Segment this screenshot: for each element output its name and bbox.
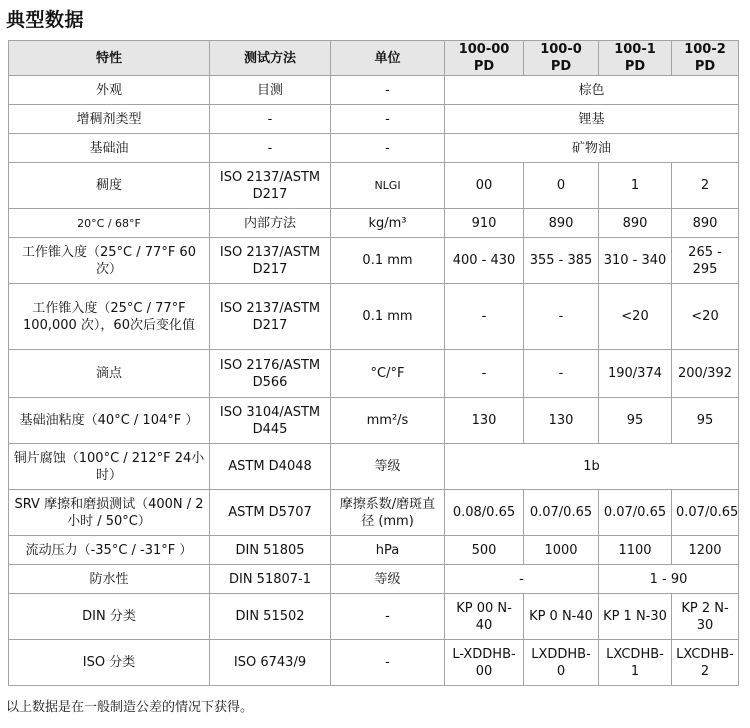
cell-value-100-2: 890 <box>672 209 739 238</box>
cell-value-100-1: 1100 <box>599 536 672 565</box>
cell-value-100-1: KP 1 N-30 <box>599 594 672 640</box>
cell-value-100-1: 890 <box>599 209 672 238</box>
cell-value-100-00: 0.08/0.65 <box>445 490 524 536</box>
cell-value-100-2: 0.07/0.65 <box>672 490 739 536</box>
cell-property: 外观 <box>9 76 210 105</box>
header-grade-100-2: 100-2 PD <box>672 41 739 76</box>
cell-unit: 摩擦系数/磨斑直径 (mm) <box>331 490 445 536</box>
cell-value-100-1: 0.07/0.65 <box>599 490 672 536</box>
cell-value-100-1: <20 <box>599 284 672 350</box>
header-method: 测试方法 <box>210 41 331 76</box>
cell-unit: 等级 <box>331 444 445 490</box>
cell-method: ISO 2137/ASTM D217 <box>210 163 331 209</box>
cell-value-100-0: 0.07/0.65 <box>524 490 599 536</box>
header-property: 特性 <box>9 41 210 76</box>
row-appearance <box>9 76 739 105</box>
cell-value-100-2: 1200 <box>672 536 739 565</box>
cell-method: 目测 <box>210 76 331 105</box>
cell-method: DIN 51805 <box>210 536 331 565</box>
cell-property: 20°C / 68°F <box>9 209 210 238</box>
cell-value-100-00: L-XDDHB-00 <box>445 640 524 686</box>
cell-value-100-0: 355 - 385 <box>524 238 599 284</box>
cell-value-all: 棕色 <box>445 76 739 105</box>
cell-unit: NLGI <box>331 163 445 209</box>
row-dropping-point <box>9 350 739 398</box>
cell-method: ISO 6743/9 <box>210 640 331 686</box>
cell-property: ISO 分类 <box>9 640 210 686</box>
cell-method: ISO 2137/ASTM D217 <box>210 238 331 284</box>
cell-value-all: 1b <box>445 444 739 490</box>
footnote: 以上数据是在一般制造公差的情况下获得。 <box>6 700 254 715</box>
cell-value-100-2: 265 - 295 <box>672 238 739 284</box>
row-din-classification <box>9 594 739 640</box>
cell-value-100-2: 200/392 <box>672 350 739 398</box>
row-flow-pressure <box>9 536 739 565</box>
cell-value-100-00: 00 <box>445 163 524 209</box>
cell-value-100-00: - <box>445 350 524 398</box>
row-water-resistance <box>9 565 739 594</box>
header-row <box>9 41 739 76</box>
cell-property: DIN 分类 <box>9 594 210 640</box>
cell-unit: - <box>331 134 445 163</box>
cell-method: ASTM D4048 <box>210 444 331 490</box>
header-grade-100-0: 100-0 PD <box>524 41 599 76</box>
row-consistency <box>9 163 739 209</box>
cell-value-100-0: - <box>524 284 599 350</box>
cell-value-100-00-100-0: - <box>445 565 599 594</box>
header-grade-100-00: 100-00 PD <box>445 41 524 76</box>
cell-method: - <box>210 134 331 163</box>
cell-unit: kg/m³ <box>331 209 445 238</box>
cell-unit: hPa <box>331 536 445 565</box>
cell-property: 基础油 <box>9 134 210 163</box>
cell-value-100-0: 1000 <box>524 536 599 565</box>
cell-unit: mm²/s <box>331 398 445 444</box>
cell-value-100-1: 95 <box>599 398 672 444</box>
cell-method: ISO 2137/ASTM D217 <box>210 284 331 350</box>
cell-method: DIN 51502 <box>210 594 331 640</box>
header-unit: 单位 <box>331 41 445 76</box>
cell-value-100-2: LXCDHB-2 <box>672 640 739 686</box>
cell-value-100-00: - <box>445 284 524 350</box>
cell-unit: 0.1 mm <box>331 238 445 284</box>
cell-value-100-00: 400 - 430 <box>445 238 524 284</box>
cell-unit: 等级 <box>331 565 445 594</box>
cell-value-100-0: 890 <box>524 209 599 238</box>
cell-unit: - <box>331 594 445 640</box>
cell-value-100-1: 310 - 340 <box>599 238 672 284</box>
typical-data-table <box>8 40 739 686</box>
cell-unit: - <box>331 640 445 686</box>
row-thickener <box>9 105 739 134</box>
cell-value-100-2: KP 2 N-30 <box>672 594 739 640</box>
header-grade-100-1: 100-1 PD <box>599 41 672 76</box>
cell-property: 稠度 <box>9 163 210 209</box>
cell-value-100-0: - <box>524 350 599 398</box>
cell-value-100-2: 95 <box>672 398 739 444</box>
cell-property: SRV 摩擦和磨损测试（400N / 2 小时 / 50°C） <box>9 490 210 536</box>
cell-value-100-1: LXCDHB-1 <box>599 640 672 686</box>
row-base-oil <box>9 134 739 163</box>
cell-value-100-0: 130 <box>524 398 599 444</box>
row-density <box>9 209 739 238</box>
cell-value-100-2: <20 <box>672 284 739 350</box>
cell-property: 铜片腐蚀（100°C / 212°F 24小时） <box>9 444 210 490</box>
row-srv <box>9 490 739 536</box>
cell-value-100-00: 500 <box>445 536 524 565</box>
cell-value-100-1: 190/374 <box>599 350 672 398</box>
cell-property: 防水性 <box>9 565 210 594</box>
cell-value-100-1: 1 <box>599 163 672 209</box>
row-iso-classification <box>9 640 739 686</box>
cell-unit: - <box>331 105 445 134</box>
cell-property: 增稠剂类型 <box>9 105 210 134</box>
cell-unit: - <box>331 76 445 105</box>
cell-method: 内部方法 <box>210 209 331 238</box>
cell-value-100-00: 130 <box>445 398 524 444</box>
cell-property: 流动压力（-35°C / -31°F ） <box>9 536 210 565</box>
cell-unit: °C/°F <box>331 350 445 398</box>
row-penetration-100k <box>9 284 739 350</box>
cell-property: 工作锥入度（25°C / 77°F 100,000 次），60次后变化值 <box>9 284 210 350</box>
cell-method: - <box>210 105 331 134</box>
cell-value-100-00: 910 <box>445 209 524 238</box>
cell-property: 工作锥入度（25°C / 77°F 60次） <box>9 238 210 284</box>
cell-unit: 0.1 mm <box>331 284 445 350</box>
cell-property: 基础油粘度（40°C / 104°F ） <box>9 398 210 444</box>
page-title: 典型数据 <box>6 9 85 31</box>
row-penetration-60 <box>9 238 739 284</box>
row-viscosity <box>9 398 739 444</box>
cell-value-100-2: 2 <box>672 163 739 209</box>
cell-value-100-0: 0 <box>524 163 599 209</box>
cell-value-100-0: LXDDHB-0 <box>524 640 599 686</box>
cell-method: ISO 3104/ASTM D445 <box>210 398 331 444</box>
cell-method: ISO 2176/ASTM D566 <box>210 350 331 398</box>
cell-value-all: 锂基 <box>445 105 739 134</box>
cell-method: ASTM D5707 <box>210 490 331 536</box>
row-copper-corrosion <box>9 444 739 490</box>
cell-value-100-1-100-2: 1 - 90 <box>599 565 739 594</box>
cell-value-100-0: KP 0 N-40 <box>524 594 599 640</box>
cell-property: 滴点 <box>9 350 210 398</box>
cell-value-100-00: KP 00 N-40 <box>445 594 524 640</box>
cell-value-all: 矿物油 <box>445 134 739 163</box>
cell-method: DIN 51807-1 <box>210 565 331 594</box>
